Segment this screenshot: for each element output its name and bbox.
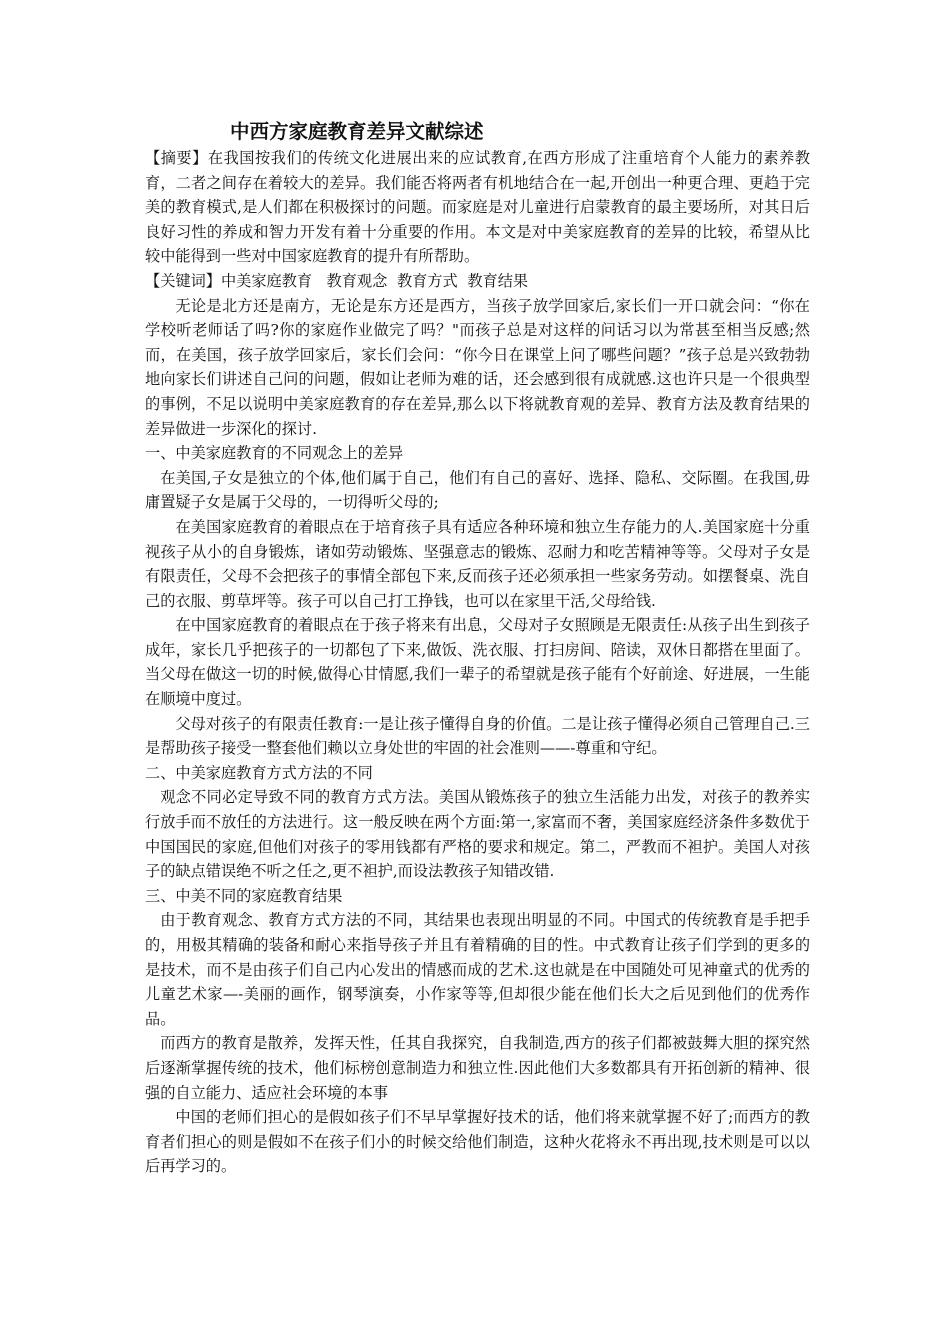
section-3-paragraph-2: 而西方的教育是散养，发挥天性，任其自我探究，自我制造,西方的孩子们都被鼓舞大胆的探究然后逐渐掌握传统的技术，他们标榜创意制造力和独立性.因此他们大多数都具有开拓创新的精神、很强的自立能力、适应社会环境的本事 (145, 1034, 810, 1102)
keywords-text: 中美家庭教育 教育观念 教育方式 教育结果 (220, 271, 529, 290)
keywords-paragraph (145, 269, 810, 294)
section-2-heading: 二、中美家庭教育方式方法的不同 (145, 763, 373, 782)
abstract-text: 在我国按我们的传统文化进展出来的应试教育,在西方形成了注重培育个人能力的素养教育，二者之间存在着较大的差异。我们能否将两者有机地结合在一起,开创出一种更合理、更趋于完美的教育模式,是人们都在积极探讨的问题。而家庭是对儿童进行启蒙教育的最主要场所，对其日后良好习性的养成和智力开发有着十分重要的作用。本文是对中美家庭教育的差异的比较，希望从比较中能得到一些对中国家庭教育的提升有所帮助。 (145, 149, 811, 266)
section-1-heading: 一、中美家庭教育的不同观念上的差异 (145, 444, 404, 463)
section-1-paragraph-2: 在美国家庭教育的着眼点在于培育孩子具有适应各种环境和独立生存能力的人.美国家庭十分重视孩子从小的自身锻炼，诸如劳动锻炼、坚强意志的锻炼、忍耐力和吃苦精神等等。父母对子女是有限责任，父母不会把孩子的事情全部包下来,反而孩子还必须承担一些家务劳动。如摆餐桌、洗自己的衣服、剪草坪等。孩子可以自己打工挣钱，也可以在家里干活,父母给钱. (145, 517, 810, 610)
document-page (145, 118, 810, 1179)
document-title: 中西方家庭教育差异文献综述 (230, 120, 484, 143)
section-3-heading: 三、中美不同的家庭教育结果 (145, 886, 343, 905)
section-1-paragraph-1: 在美国,子女是独立的个体,他们属于自己，他们有自己的喜好、选择、隐私、交际圈。在我国,毋庸置疑子女是属于父母的，一切得听父母的; (145, 468, 810, 512)
intro-paragraph: 无论是北方还是南方，无论是东方还是西方，当孩子放学回家后,家长们一开口就会问：“你在学校听老师话了吗?你的家庭作业做完了吗？"而孩子总是对这样的问话习以为常甚至相当反感;然而，在美国，孩子放学回家后，家长们会问：“你今日在课堂上问了哪些问题？”孩子总是兴致勃勃地向家长们讲述自己问的问题，假如让老师为难的话，还会感到很有成就感.这也许只是一个很典型的事例，不足以说明中美家庭教育的存在差异,那么以下将就教育观的差异、教育方法及教育结果的差异做进一步深化的探讨. (145, 296, 810, 438)
section-3-paragraph-3: 中国的老师们担心的是假如孩子们不早早掌握好技术的话，他们将来就掌握不好了;而西方的教育者们担心的则是假如不在孩子们小的时候交给他们制造，这种火花将永不再出现,技术则是可以以后再学习的。 (145, 1108, 810, 1176)
section-3-paragraph-1: 由于教育观念、教育方式方法的不同，其结果也表现出明显的不同。中国式的传统教育是手把手的，用极其精确的装备和耐心来指导孩子并且有着精确的目的性。中式教育让孩子们学到的更多的是技术，而不是由孩子们自己内心发出的情感而成的艺术.这也就是在中国随处可见神童式的优秀的儿童艺术家—-美丽的画作，钢琴演奏，小作家等等,但却很少能在他们长大之后见到他们的优秀作品。 (145, 911, 810, 1028)
section-1-paragraph-4: 父母对孩子的有限责任教育:一是让孩子懂得自身的价值。二是让孩子懂得必须自己管理自己.三是帮助孩子接受一整套他们赖以立身处世的牢固的社会准则——-尊重和守纪。 (145, 714, 810, 758)
abstract-label: 【摘要】 (145, 149, 208, 167)
keywords-label: 【关键词】 (145, 271, 221, 290)
abstract-paragraph (145, 146, 810, 269)
section-1-paragraph-3: 在中国家庭教育的着眼点在于孩子将来有出息，父母对子女照顾是无限责任:从孩子出生到孩子成年，家长几乎把孩子的一切都包了下来,做饭、洗衣服、打扫房间、陪读，双休日都搭在里面了。当父母在做这一切的时候,做得心甘情愿,我们一辈子的希望就是孩子能有个好前途、好进展，一生能在顺境中度过。 (145, 616, 810, 709)
section-2-paragraph-1: 观念不同必定导致不同的教育方式方法。美国从锻炼孩子的独立生活能力出发，对孩子的教养实行放手而不放任的方法进行。这一般反映在两个方面:第一,家富而不奢，美国家庭经济条件多数优于中国国民的家庭,但他们对孩子的零用钱都有严格的要求和规定。第二，严教而不袒护。美国人对孩子的缺点错误绝不听之任之,更不袒护,而设法教孩子知错改错. (145, 788, 810, 881)
